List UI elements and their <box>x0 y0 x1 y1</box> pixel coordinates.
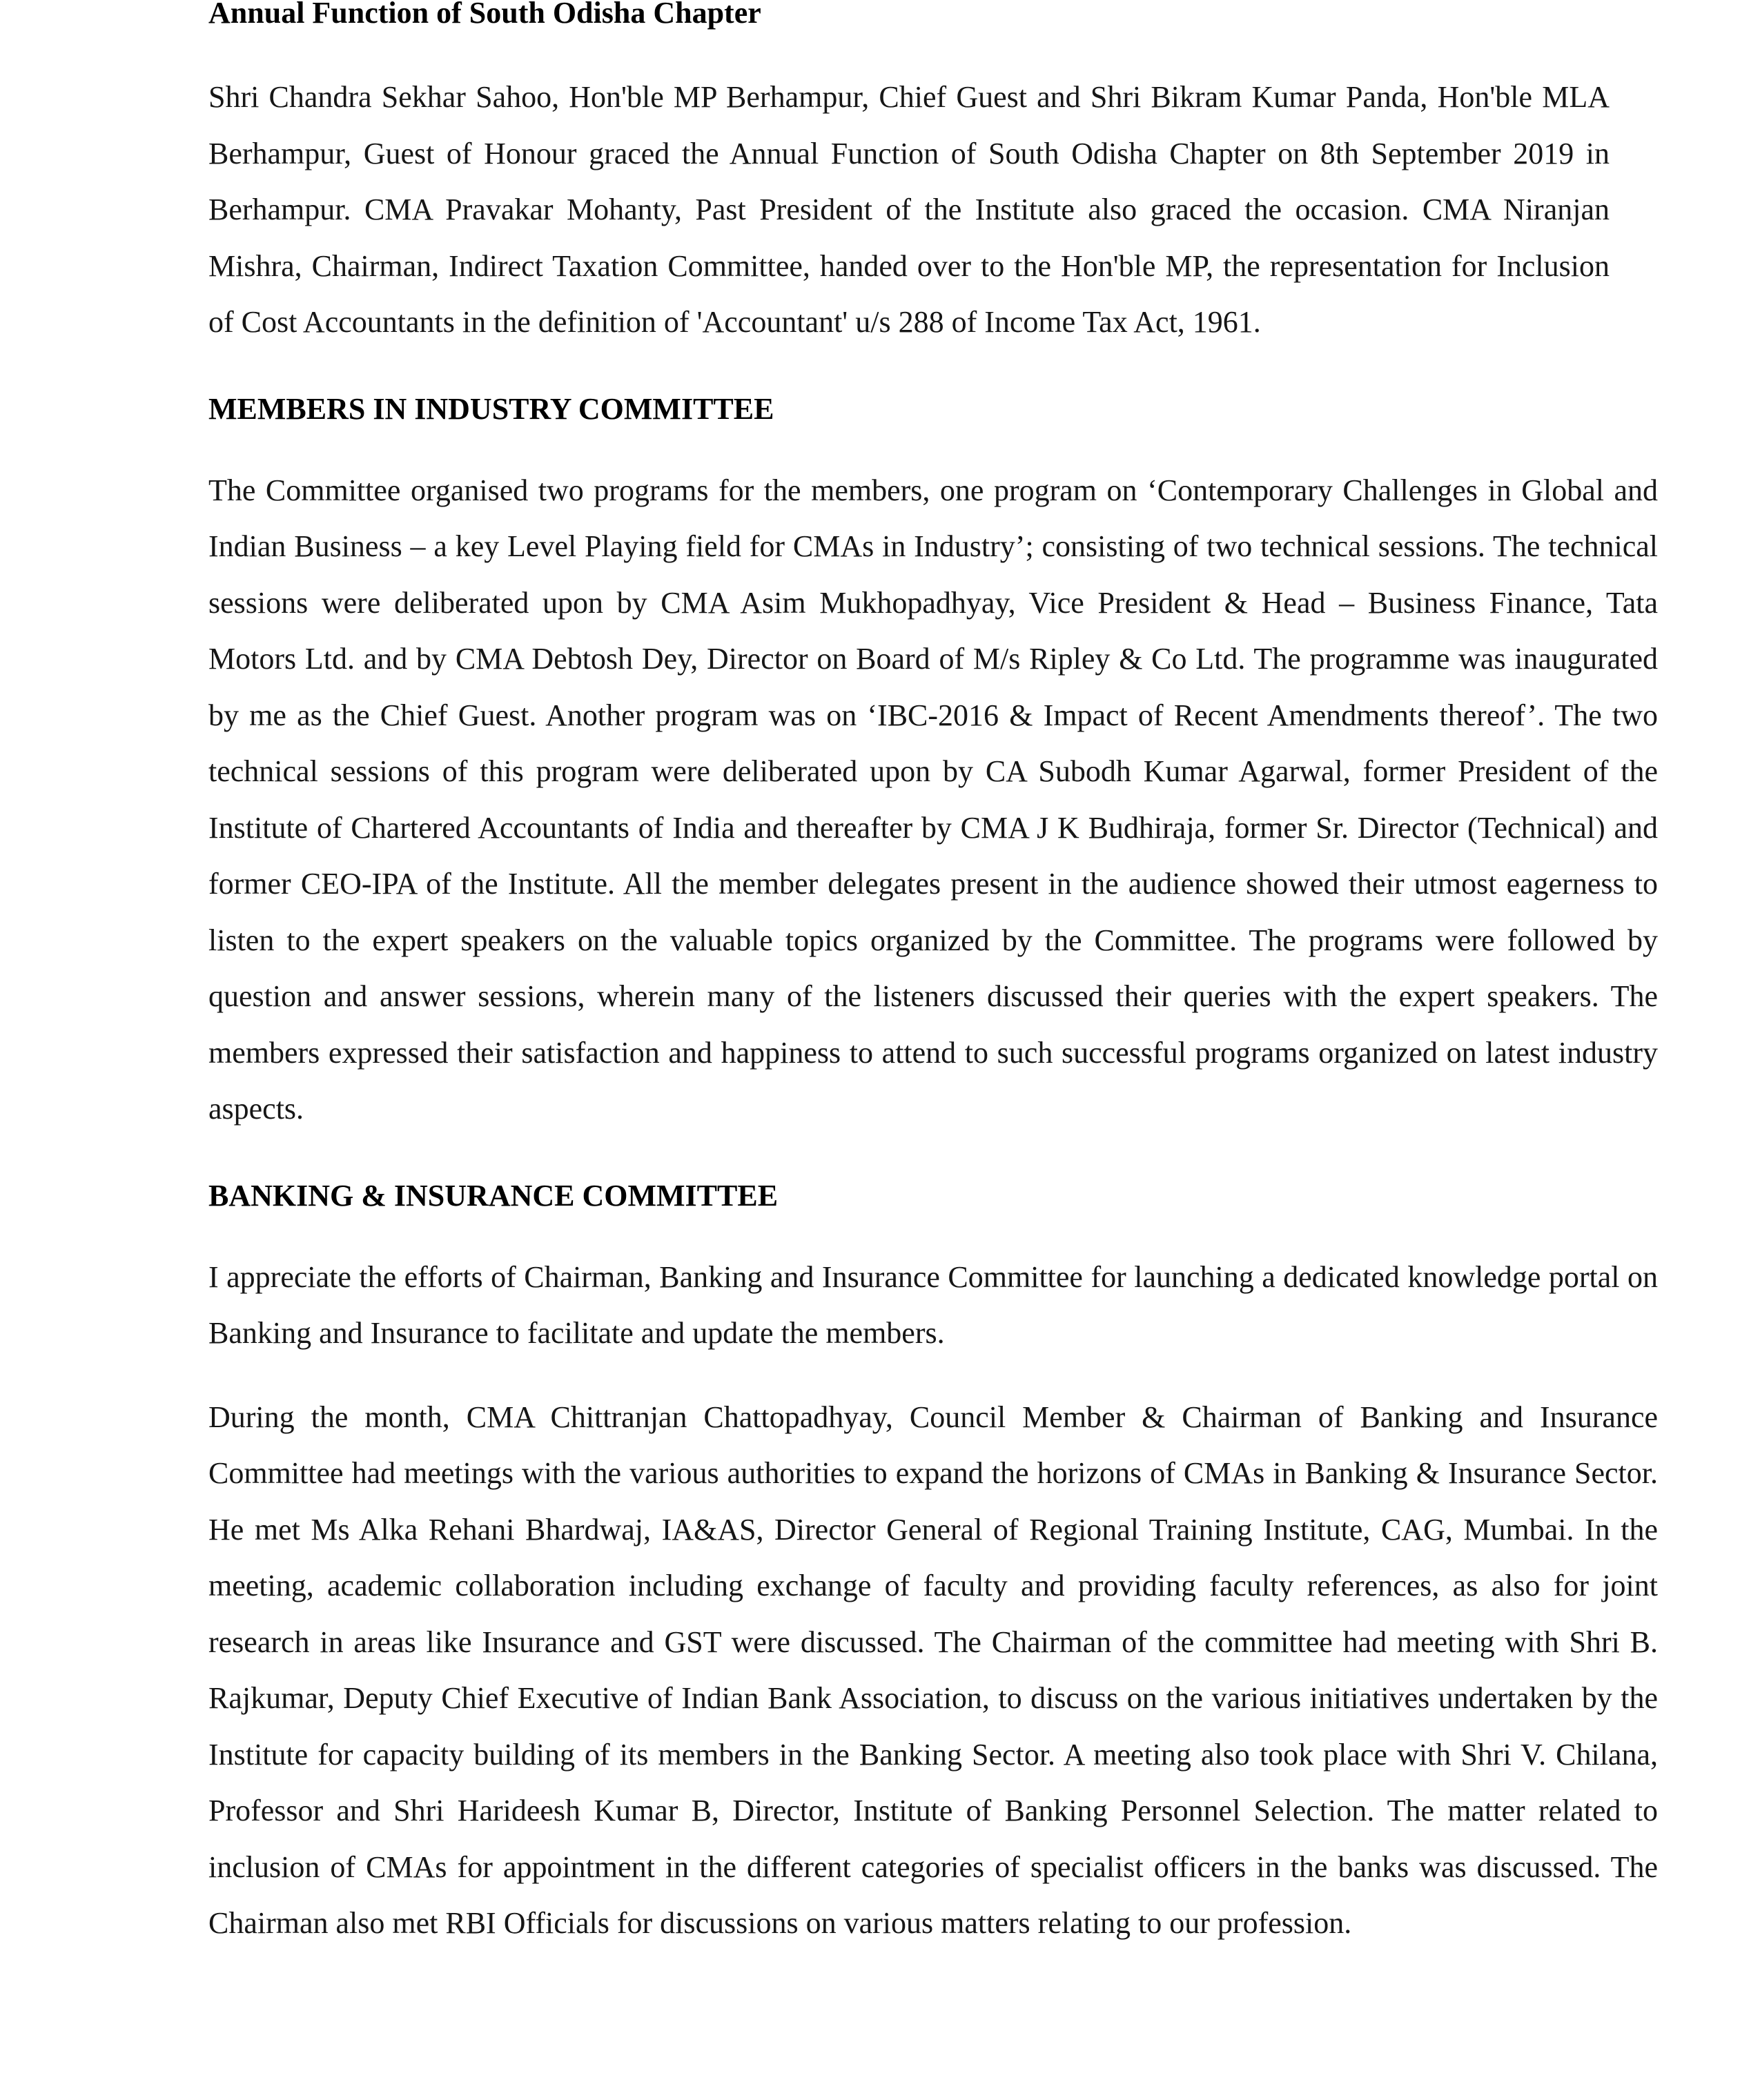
section-heading: Annual Function of South Odisha Chapter <box>208 0 761 30</box>
section-members-in-industry <box>208 393 1658 1137</box>
section-heading: MEMBERS IN INDUSTRY COMMITTEE <box>208 391 774 426</box>
section-paragraph: During the month, CMA Chittranjan Chattopadhyay, Council Member & Chairman of Banking and Insurance Committee had meetings with the various authorities to expand the horizons of CMAs in Banking & Insurance Sector. He met Ms Alka Rehani Bhardwaj, IA&AS, Director General of Regional Training Institute, CAG, Mumbai. In the meeting, academic collaboration including exchange of faculty and providing faculty references, as also for joint research in areas like Insurance and GST were discussed. The Chairman of the committee had meeting with Shri B. Rajkumar, Deputy Chief Executive of Indian Bank Association, to discuss on the various initiatives undertaken by the Institute for capacity building of its members in the Banking Sector. A meeting also took place with Shri V. Chilana, Professor and Shri Harideesh Kumar B, Director, Institute of Banking Personnel Selection. The matter related to inclusion of CMAs for appointment in the different categories of specialist officers in the banks was discussed. The Chairman also met RBI Officials for discussions on various matters relating to our profession. <box>208 1400 1658 1940</box>
section-south-odisha-chapter <box>208 0 1658 351</box>
section-banking-insurance <box>208 1180 1658 1952</box>
section-paragraph: I appreciate the efforts of Chairman, Banking and Insurance Committee for launching a dedicated knowledge portal on Banking and Insurance to facilitate and update the members. <box>208 1259 1658 1350</box>
section-paragraph: Shri Chandra Sekhar Sahoo, Hon'ble MP Berhampur, Chief Guest and Shri Bikram Kumar Panda, Hon'ble MLA Berhampur, Guest of Honour graced the Annual Function of South Odisha Chapter on 8th September 2019 in Berhampur. CMA Pravakar Mohanty, Past President of the Institute also graced the occasion. CMA Niranjan Mishra, Chairman, Indirect Taxation Committee, handed over to the Hon'ble MP, the representation for Inclusion of Cost Accountants in the definition of 'Accountant' u/s 288 of Income Tax Act, 1961. <box>208 80 1610 339</box>
section-paragraph: The Committee organised two programs for the members, one program on ‘Contemporary Challenges in Global and Indian Business – a key Level Playing field for CMAs in Industry’; consisting of two technical sessions. The technical sessions were deliberated upon by CMA Asim Mukhopadhyay, Vice President & Head – Business Finance, Tata Motors Ltd. and by CMA Debtosh Dey, Director on Board of M/s Ripley & Co Ltd. The programme was inaugurated by me as the Chief Guest. Another program was on ‘IBC-2016 & Impact of Recent Amendments thereof’. The two technical sessions of this program were deliberated upon by CA Subodh Kumar Agarwal, former President of the Institute of Chartered Accountants of India and thereafter by CMA J K Budhiraja, former Sr. Director (Technical) and former CEO-IPA of the Institute. All the member delegates present in the audience showed their utmost eagerness to listen to the expert speakers on the valuable topics organized by the Committee. The programs were followed by question and answer sessions, wherein many of the listeners discussed their queries with the expert speakers. The members expressed their satisfaction and happiness to attend to such successful programs organized on latest industry aspects. <box>208 473 1658 1126</box>
document-page <box>208 0 1658 1952</box>
section-heading: BANKING & INSURANCE COMMITTEE <box>208 1178 779 1213</box>
